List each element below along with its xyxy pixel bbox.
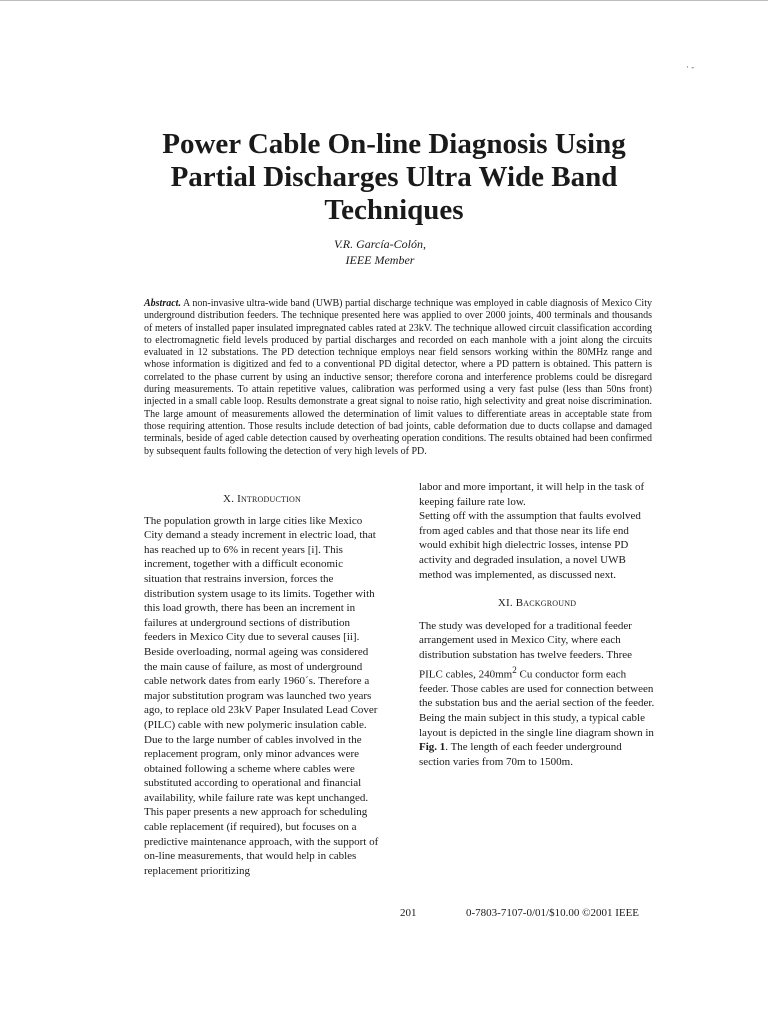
copyright-notice: 0-7803-7107-0/01/$10.00 ©2001 IEEE (466, 907, 640, 919)
title-line-2: Partial Discharges Ultra Wide Band (170, 161, 618, 193)
page-top-border (0, 0, 768, 1)
title-line-3: Techniques (324, 194, 464, 226)
left-column (144, 492, 380, 878)
author-affiliation: IEEE Member (345, 253, 415, 267)
figure-reference: Fig. 1 (419, 741, 446, 754)
abstract (144, 298, 652, 458)
scan-speck: · - (686, 62, 695, 72)
abstract-label: Abstract. (144, 298, 181, 309)
background-paragraph-1 (419, 619, 655, 770)
author-name: V.R. García-Colón, (334, 237, 426, 251)
right-column (419, 480, 655, 769)
intro-paragraph-1: The population growth in large cities like Mexico City demand a steady increment in electric load, that has reached up to 6% in recent years [i]. This increment, together with a difficult economic situation that restrains inversion, forces the distribution system usage to its limits. Together with this load growth, there has been an increment in failures at underground sections of distribution feeders in Mexico City due to several causes [ii]. Beside overloading, normal ageing was considered the main cause of failure, as most of underground cable network dates from early 1960´s. Therefore a major substitution program was launched two years ago, to replace old 23kV Paper Insulated Lead Cover (PILC) cable with new polymeric insulation cable. (144, 514, 378, 731)
intro-paragraph-2: Due to the large number of cables involved in the replacement program, only minor advances were obtained following a scheme where cables were substituted according to operational and financial availability, while failure rate was kept unchanged. (144, 733, 369, 804)
intro-paragraph-3: This paper presents a new approach for scheduling cable replacement (if required), but focuses on a predictive maintenance approach, with the support of on-line measurements, that would help in cables replacement prioritizing (144, 806, 379, 877)
bg-text-c: . The length of each feeder underground section varies from 70m to 1500m. (419, 741, 622, 768)
title-line-1: Power Cable On-line Diagnosis Using (162, 128, 626, 160)
bg-text-b: Cu conductor form each feeder. Those cables are used for connection between the substation bus and the aerial section of the feeder. Being the main subject in this study, a typical cable layout is depicted in the single line diagram shown in (419, 668, 655, 739)
introduction-heading: X. Introduction (223, 493, 301, 505)
intro-paragraph-4: Setting off with the assumption that faults evolved from aged cables and that those near its life end would exhibit high dielectric losses, intense PD activity and degraded insulation, a novel UWB method was implemented, as discussed next. (419, 510, 641, 581)
paper-title (120, 128, 668, 227)
bg-text-a: The study was developed for a traditional feeder arrangement used in Mexico City, where each distribution substation has twelve feeders. Three PILC cables, 240mm (419, 619, 633, 681)
author-block (220, 236, 540, 268)
bg-superscript: 2 (512, 664, 517, 675)
intro-paragraph-continued: labor and more important, it will help in the task of keeping failure rate low. (419, 481, 645, 508)
abstract-text: A non-invasive ultra-wide band (UWB) partial discharge technique was employed in cable diagnosis of Mexico City underground distribution feeders. The technique presented here was applied to over 2000 joints, 400 terminals and thousands of meters of installed paper insulated impregnated cables rated at 23kV. The technique allowed circuit classification according to electromagnetic field levels produced by partial discharges and recorded on each manhole with a joint along the circuits evaluated in 12 substations. The PD detection technique employs near field sensors working within the 80MHz range and whose information is digitized and fed to a conventional PD digital detector, where a PD pattern is obtained. This pattern is correlated to the phase current by using an inductive sensor; therefore corona and interference problems could be disregard during measurements. To attain repetitive values, calibration was performed using a very fast pulse (less than 50ns front) injected in a small cable loop. Results demonstrate a great signal to noise ratio, high selectivity and great noise discrimination. The large amount of measurements allowed the determination of limit values to differentiate areas in acceptable state from those requiring attention. Those results include detection of bad joints, cable deformation due to ducts collapse and damaged terminals, beside of aged cable detection caused by overheating operation conditions. The results obtained had been confirmed by subsequent faults following the detection of very high levels of PD. (144, 298, 652, 457)
background-heading: XI. Background (497, 597, 577, 610)
page-number: 201 (400, 907, 417, 919)
